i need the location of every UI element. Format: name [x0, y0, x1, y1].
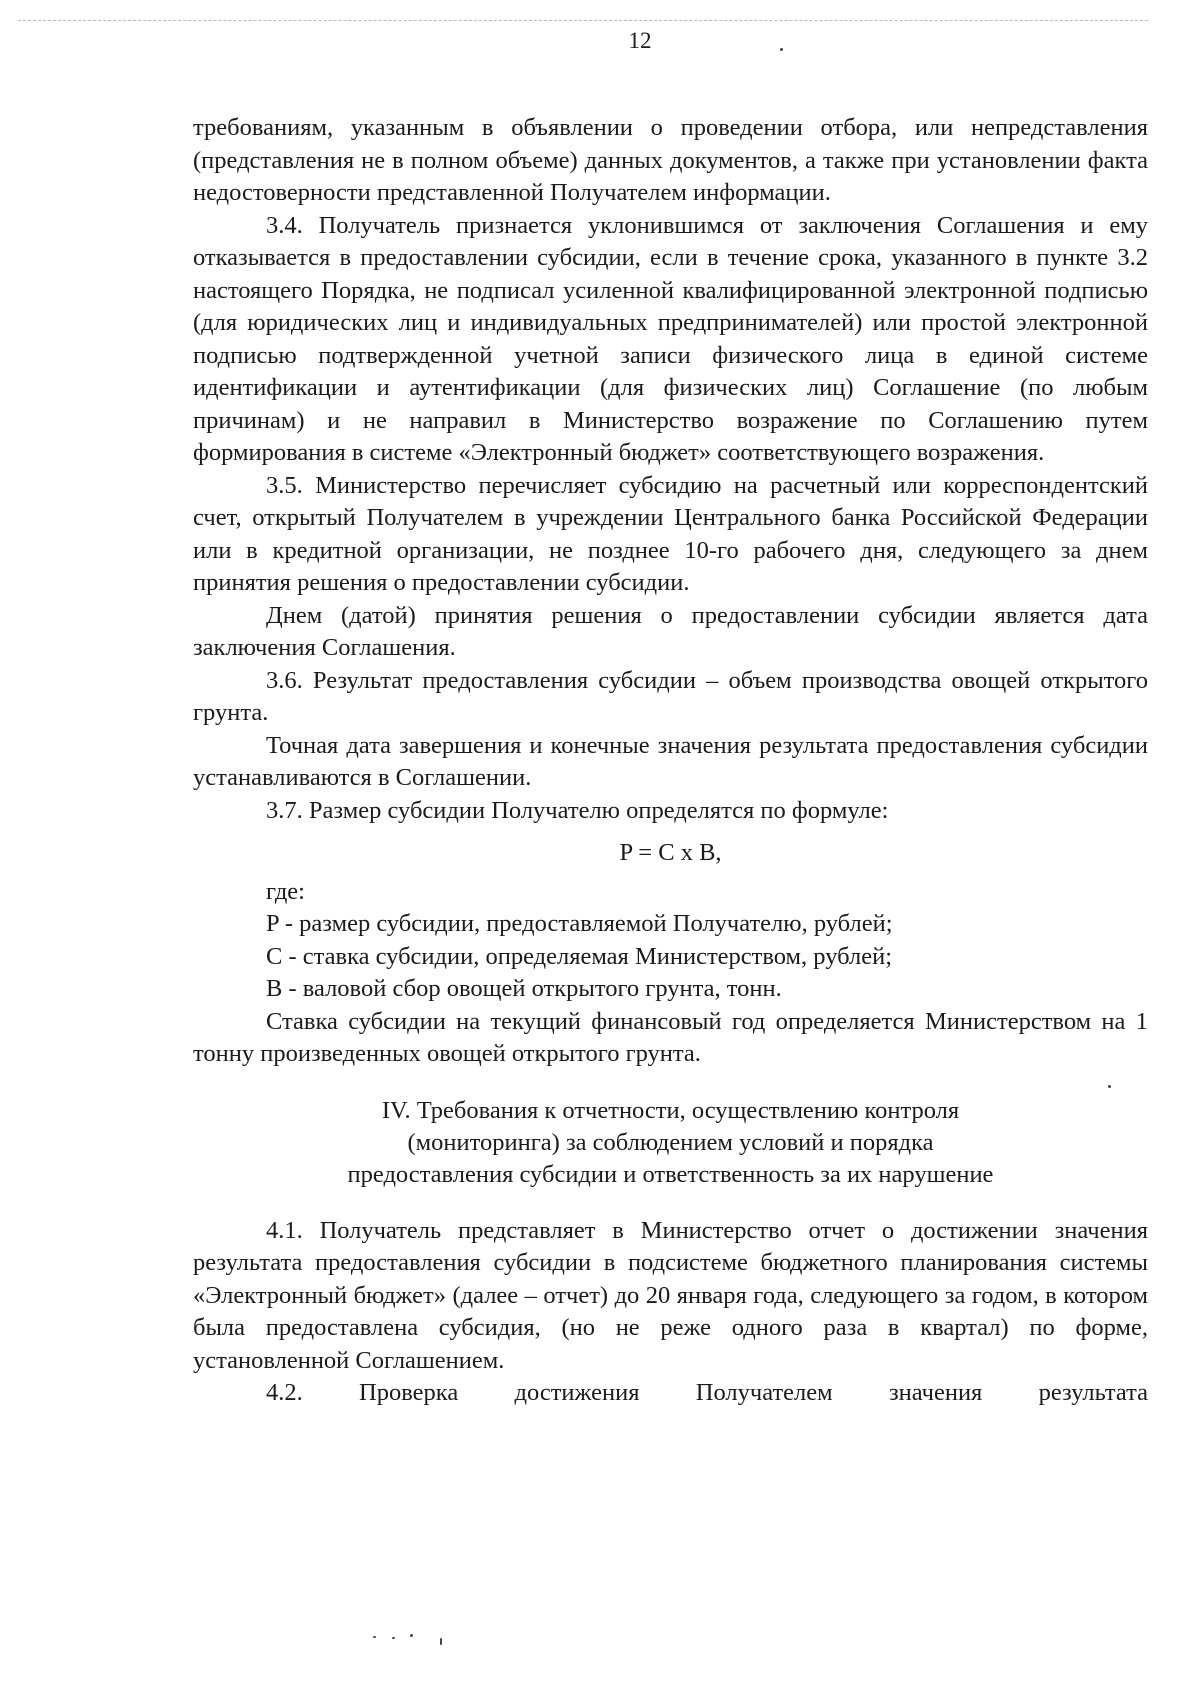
- formula-term-c: C - ставка субсидии, определяемая Министерством, рублей;: [266, 942, 893, 970]
- scan-speck: [373, 1636, 376, 1638]
- paragraph-decision-date: Днем (датой) принятия решения о предоставлении субсидии является дата заключения Соглашения.: [193, 601, 1148, 661]
- formula-term-p: P - размер субсидии, предоставляемой Получателю, рублей;: [266, 910, 893, 937]
- page-number: 12: [628, 28, 652, 53]
- paragraph-3-7: 3.7. Размер субсидии Получателю определятся по формуле:: [266, 796, 889, 824]
- section-heading-line-1: IV. Требования к отчетности, осуществлению контроля: [381, 1096, 960, 1124]
- paragraph-4-1: 4.1. Получатель представляет в Министерство отчет о достижении значения результата предоставления субсидии в подсистеме бюджетного планирования системы «Электронный бюджет» (далее – отчет) до 20 января года, следующего за годом, в котором была предоставлена субсидия, (но не реже одного раза в квартал) по форме, установленной Соглашением.: [193, 1216, 1148, 1374]
- formula-where-label: где:: [266, 877, 305, 905]
- paragraph-exact-date: Точная дата завершения и конечные значения результата предоставления субсидии устанавливаются в Соглашении.: [193, 731, 1148, 791]
- scan-speck: [1108, 1085, 1111, 1088]
- scan-speck: [410, 1634, 413, 1637]
- scan-speck: [780, 48, 783, 51]
- paragraph-subsidy-rate: Ставка субсидии на текущий финансовый год определяется Министерством на 1 тонну произведенных овощей открытого грунта.: [193, 1007, 1148, 1067]
- paragraph-3-6: 3.6. Результат предоставления субсидии – объем производства овощей открытого грунта.: [193, 666, 1148, 726]
- paragraph-3-4: 3.4. Получатель признается уклонившимся от заключения Соглашения и ему отказывается в предоставлении субсидии, если в течение срока, указанного в пункте 3.2 настоящего Порядка, не подписал усиленной квалифицированной электронной подписью (для юридических лиц и индивидуальных предпринимателей) или простой электронной подписью подтвержденной учетной записи физического лица в единой системе идентификации и аутентификации (для физических лиц) Соглашение (по любым причинам) и не направил в Министерство возражение по Соглашению путем формирования в системе «Электронный бюджет» соответствующего возражения.: [193, 211, 1148, 466]
- section-heading-line-3: предоставления субсидии и ответственность за их нарушение: [347, 1160, 994, 1188]
- scan-speck: [440, 1638, 442, 1645]
- subsidy-formula: P = C x B,: [619, 839, 722, 866]
- scan-edge-line: [18, 20, 1148, 21]
- paragraph-4-2: 4.2. Проверка достижения Получателем значения результата: [266, 1379, 1148, 1406]
- paragraph-continuation: требованиям, указанным в объявлении о проведении отбора, или непредставления (представления не в полном объеме) данных документов, а также при установлении факта недостоверности представленной Получателем информации.: [193, 114, 1148, 206]
- document-body: [193, 112, 1148, 1410]
- formula-term-b: B - валовой сбор овощей открытого грунта, тонн.: [266, 975, 782, 1002]
- paragraph-3-5: 3.5. Министерство перечисляет субсидию на расчетный или корреспондентский счет, открытый Получателем в учреждении Центрального банка Российской Федерации или в кредитной организации, не позднее 10-го рабочего дня, следующего за днем принятия решения о предоставлении субсидии.: [193, 471, 1148, 596]
- section-heading-iv: [193, 1095, 1148, 1191]
- scan-speck: [392, 1637, 395, 1639]
- section-heading-line-2: (мониторинга) за соблюдением условий и порядка: [407, 1128, 934, 1156]
